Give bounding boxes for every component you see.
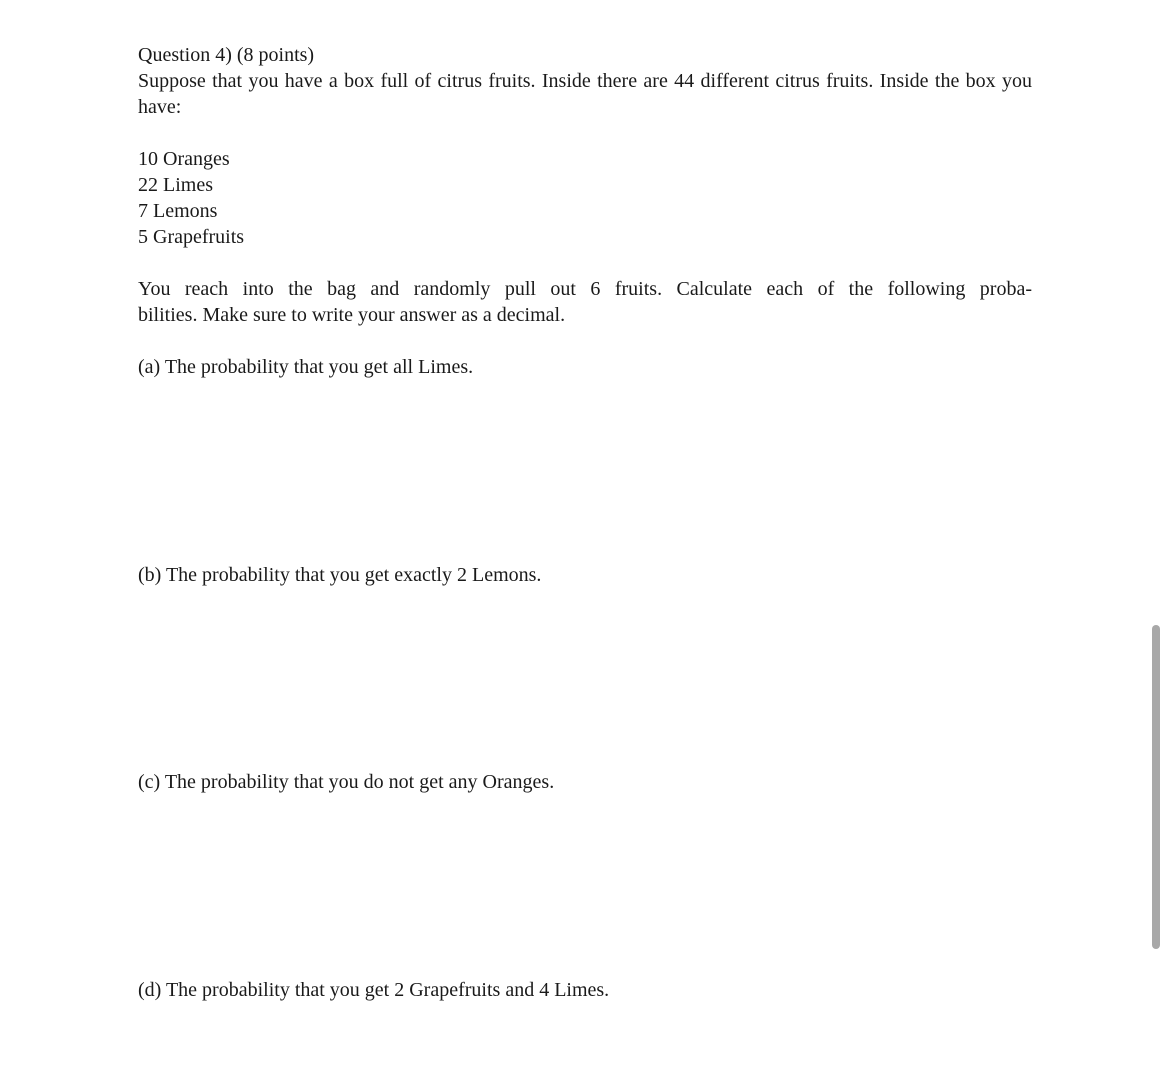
part-a: (a) The probability that you get all Limes. xyxy=(138,356,474,378)
part-c: (c) The probability that you do not get any Oranges. xyxy=(138,771,555,793)
fruit-item-lemons: 7 Lemons xyxy=(138,200,218,222)
part-b: (b) The probability that you get exactly 2 Lemons. xyxy=(138,564,542,586)
scrollbar-thumb[interactable] xyxy=(1152,625,1160,949)
part-d: (d) The probability that you get 2 Grapefruits and 4 Limes. xyxy=(138,979,610,1001)
instructions-line-2: bilities. Make sure to write your answer as a decimal. xyxy=(138,304,566,326)
question-header: Question 4) (8 points) xyxy=(138,44,315,66)
question-intro: Suppose that you have a box full of citrus fruits. Inside there are 44 different citrus fruits. Inside the box you have: xyxy=(138,70,1032,118)
fruit-item-grapefruits: 5 Grapefruits xyxy=(138,226,245,248)
fruit-item-limes: 22 Limes xyxy=(138,174,213,196)
fruit-item-oranges: 10 Oranges xyxy=(138,148,230,170)
instructions-line-1: You reach into the bag and randomly pull out 6 fruits. Calculate each of the following proba- xyxy=(138,278,1032,300)
